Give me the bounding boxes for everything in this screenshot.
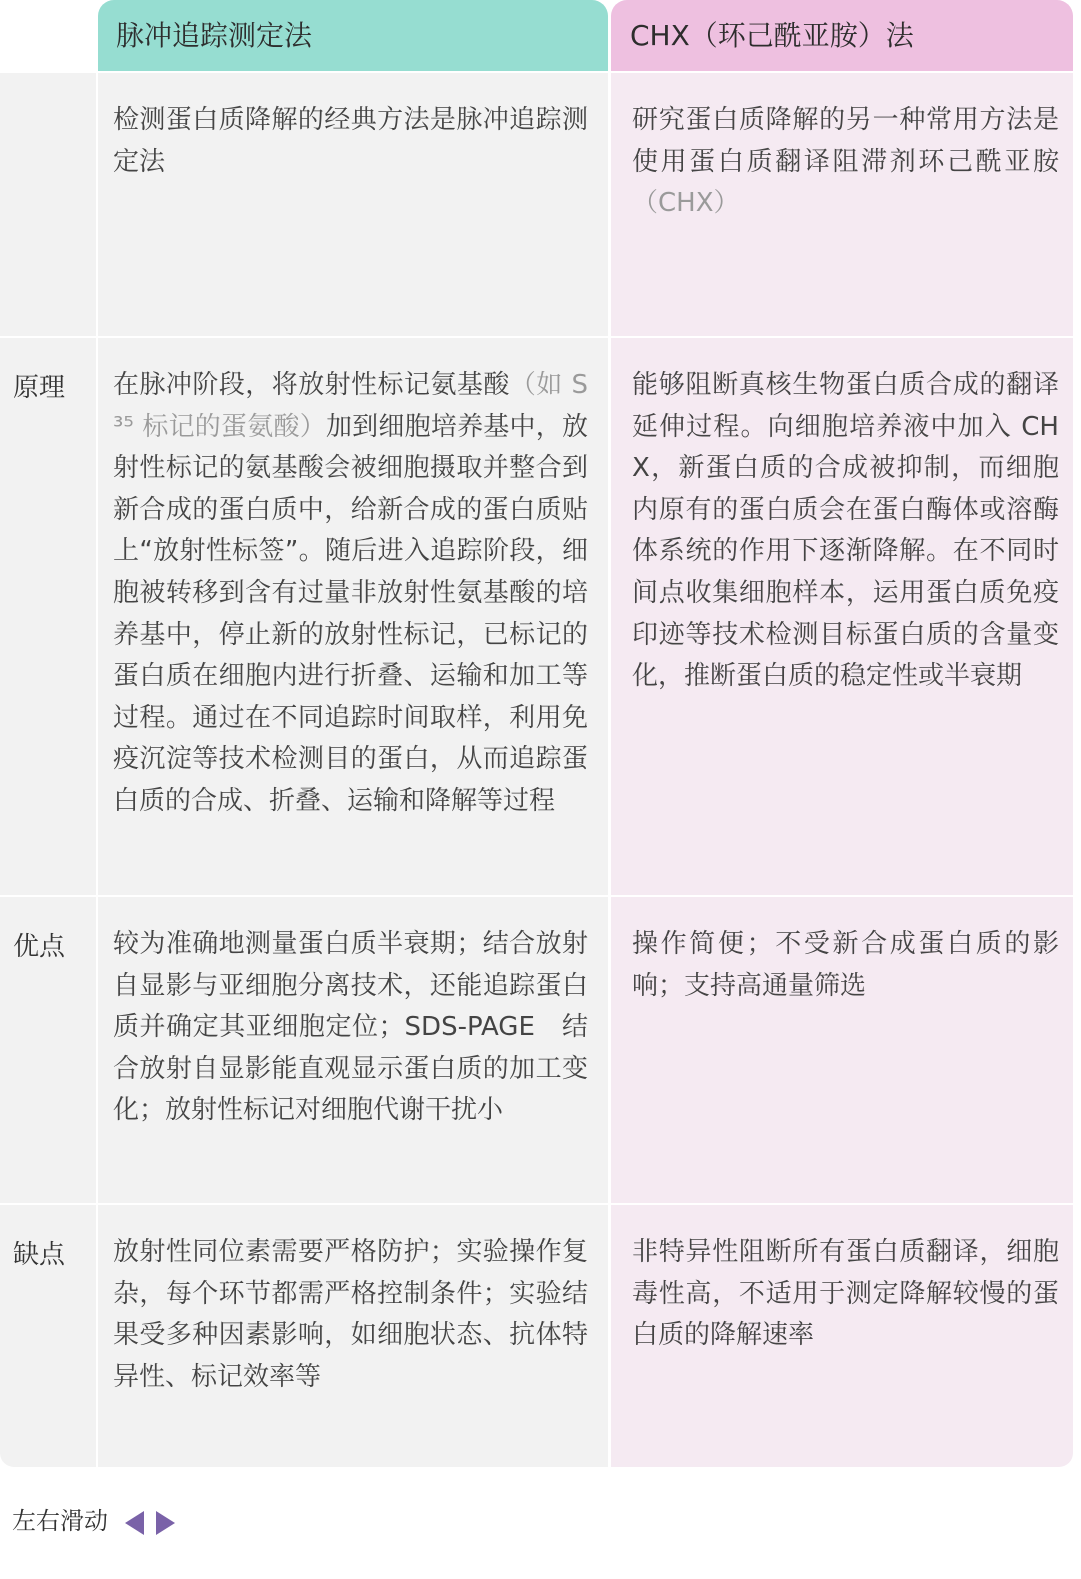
intro-col2-main: 研究蛋白质降解的另一种常用方法是使用蛋白质翻译阻滞剂环己酰亚胺 (632, 105, 1059, 177)
row-label-cell (0, 338, 96, 895)
swipe-arrows-svg (124, 1510, 180, 1536)
principle-col1-cell (98, 338, 608, 895)
principle-col1-b: 加到细胞培养基中，放射性标记的氨基酸会被细胞摄取并整合到新合成的蛋白质中，给新合成的蛋白质贴上“放射性标签”。随后进入追踪阶段，细胞被转移到含有过量非放射性氨基酸的培养基中，停止新的放射性标记，已标记的蛋白质在细胞内进行折叠、运输和加工等过程。通过在不同追踪时间取样，利用免疫沉淀等技术检测目的蛋白，从而追踪蛋白质的合成、折叠、运输和降解等过程 (113, 411, 588, 816)
principle-col2-text: 能够阻断真核生物蛋白质合成的翻译延伸过程。向细胞培养液中加入 CHX，新蛋白质的合成被抑制，而细胞内原有的蛋白质会在蛋白酶体或溶酶体系统的作用下逐渐降解。在不同时间点收集细胞样本，运用蛋白质免疫印迹等技术检测目标蛋白质的含量变化，推断蛋白质的稳定性或半衰期 (632, 370, 1059, 692)
arrow-left-icon[interactable] (125, 1511, 144, 1535)
advantages-col1-cell (98, 897, 608, 1203)
row-label-advantages: 优点 (13, 932, 66, 962)
disadvantages-col1-cell (98, 1205, 608, 1467)
disadvantages-col1-text: 放射性同位素需要严格防护；实验操作复杂，每个环节都需严格控制条件；实验结果受多种因素影响，如细胞状态、抗体特异性、标记效率等 (113, 1237, 588, 1392)
principle-col1-note: （如 S³⁵ 标记的蛋氨酸） (113, 370, 588, 442)
intro-col1-cell (98, 73, 608, 336)
principle-col2-cell (611, 338, 1073, 895)
row-label-cell (0, 897, 96, 1203)
intro-col2-cell (611, 73, 1073, 336)
principle-col1-text (113, 365, 588, 823)
header-chx (611, 0, 1073, 71)
header-pulse-chase (98, 0, 608, 71)
header-col2-label: CHX（环己酰亚胺）法 (630, 19, 914, 52)
principle-col1-a: 在脉冲阶段，将放射性标记氨基酸 (113, 370, 510, 400)
arrow-right-icon[interactable] (156, 1511, 175, 1535)
intro-col2-text (632, 100, 1059, 225)
table-row-advantages (0, 897, 1081, 1203)
row-label-cell (0, 73, 96, 336)
table-row-disadvantages (0, 1205, 1081, 1467)
header-row (0, 0, 1081, 71)
row-label-cell (0, 1205, 96, 1467)
table-row-principle (0, 338, 1081, 895)
row-label-disadvantages: 缺点 (13, 1240, 66, 1270)
advantages-col2-text: 操作简便；不受新合成蛋白质的影响；支持高通量筛选 (632, 929, 1059, 1001)
swipe-hint: 左右滑动 (12, 1507, 108, 1535)
advantages-col2-cell (611, 897, 1073, 1203)
disadvantages-col2-text: 非特异性阻断所有蛋白质翻译，细胞毒性高，不适用于测定降解较慢的蛋白质的降解速率 (632, 1237, 1059, 1351)
header-col1-label: 脉冲追踪测定法 (116, 19, 313, 52)
intro-col2-note: （CHX） (632, 188, 740, 219)
table-row-intro (0, 73, 1081, 336)
row-label-principle: 原理 (13, 373, 66, 403)
intro-col1-text: 检测蛋白质降解的经典方法是脉冲追踪测定法 (113, 105, 588, 177)
advantages-col1-text: 较为准确地测量蛋白质半衰期；结合放射自显影与亚细胞分离技术，还能追踪蛋白质并确定其亚细胞定位；SDS-PAGE 结合放射自显影能直观显示蛋白质的加工变化；放射性标记对细胞代谢干扰小 (113, 929, 588, 1126)
disadvantages-col2-cell (611, 1205, 1073, 1467)
swipe-arrows[interactable] (124, 1510, 180, 1540)
